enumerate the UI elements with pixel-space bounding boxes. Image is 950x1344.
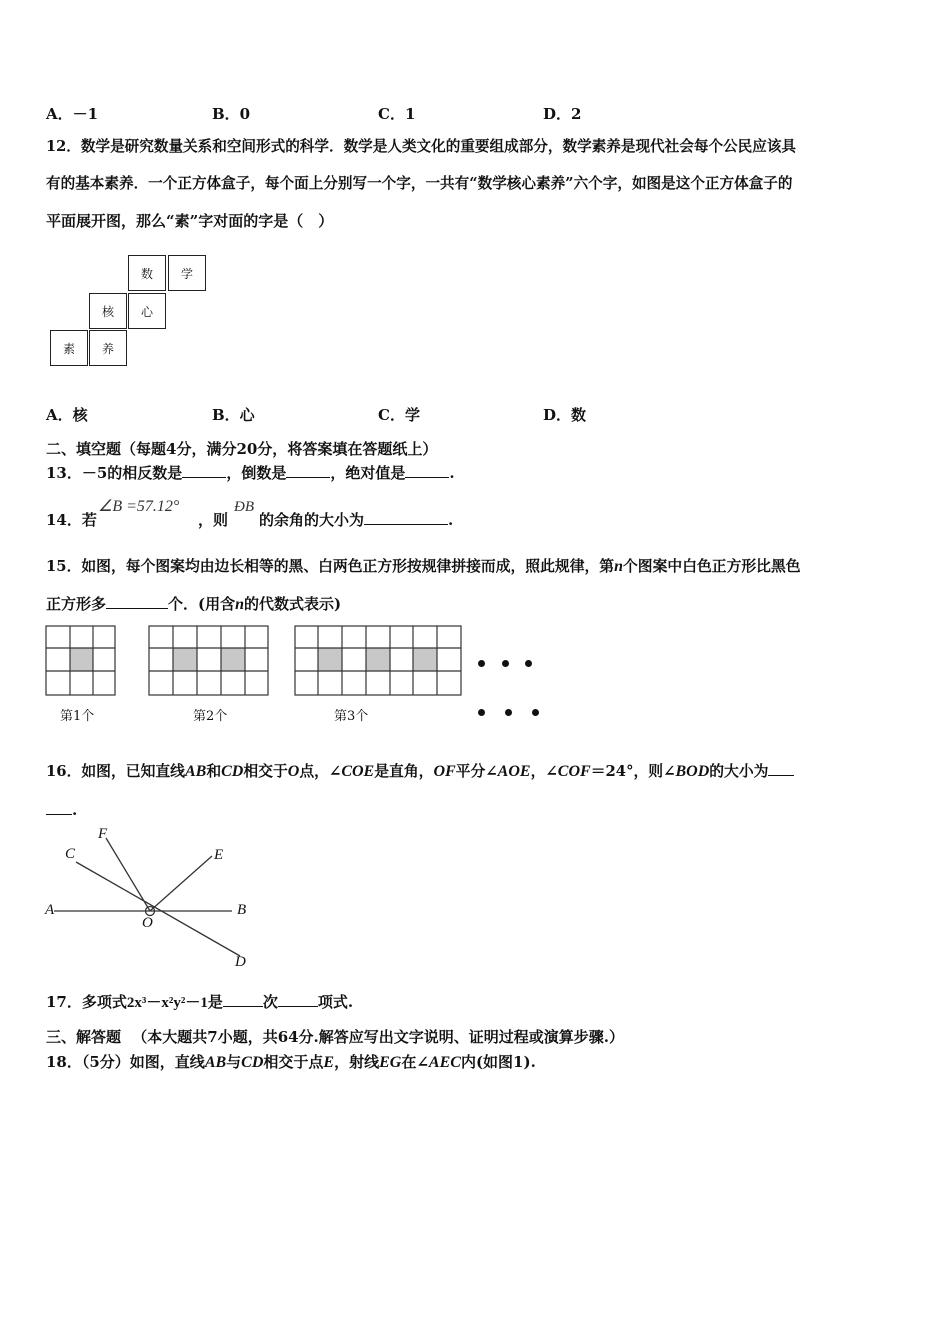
q18-e: E	[323, 1054, 335, 1071]
q16-t8: ＝24°，则∠	[590, 763, 676, 780]
q12-line2: 有的基本素养．一个正方体盒子，每个面上分别写一个字，一共有“数学核心素养”六个字，如图是这个正方体盒子的	[46, 175, 793, 192]
pattern-caption-2: 第2个	[193, 709, 228, 724]
q11-option-b: B．0	[212, 105, 251, 123]
q15-var-n: n	[614, 558, 623, 575]
q14-rest	[259, 510, 453, 530]
q16-cd: CD	[221, 763, 244, 780]
q17-blank-2	[278, 992, 318, 1007]
pattern-2	[149, 626, 268, 695]
q15-blank	[106, 594, 168, 609]
q18-t5: 在∠	[401, 1053, 429, 1071]
net-cell-yang: 养	[89, 330, 127, 366]
q14-then: ，则	[198, 511, 229, 529]
q16-blank-b	[46, 800, 72, 815]
q15-text-4: 个．(用含	[168, 595, 236, 613]
pattern-1	[46, 626, 115, 695]
q17-text-2: 是	[207, 993, 223, 1011]
pattern-caption-3: 第3个	[334, 709, 369, 724]
q15-text-3: 正方形多	[46, 595, 107, 613]
q18-t4: ，射线	[334, 1053, 380, 1071]
q16-o: O	[287, 763, 300, 780]
q18-aec: AEC	[428, 1054, 461, 1071]
q18-t2: 与	[226, 1053, 242, 1071]
q12-option-d: D．数	[543, 406, 587, 424]
net-cell-he: 核	[89, 293, 127, 329]
q13-blank-3	[405, 463, 449, 478]
net-cell-xin: 心	[128, 293, 166, 329]
ellipsis-dot	[525, 660, 532, 667]
section3-note: （本大题共7小题，共64分.解答应写出文字说明、证明过程或演算步骤.）	[132, 1028, 625, 1046]
q16-t1: 16．如图，已知直线	[46, 763, 185, 780]
section2-heading: 二、填空题（每题4分，满分20分，将答案填在答题纸上）	[46, 440, 438, 458]
net-cell-shu: 数	[128, 255, 166, 291]
q12-line3: 平面展开图，那么“素”字对面的字是（ ）	[46, 212, 334, 230]
q13-text-2: ，倒数是	[226, 464, 287, 482]
q17-polynomial: 2x³－x²y²－1	[126, 995, 208, 1011]
q16-t5: 是直角，	[374, 763, 434, 780]
q12-option-c: C．学	[378, 406, 420, 424]
q11-option-a: A．－1	[46, 105, 99, 123]
q15-pattern-figures	[0, 620, 560, 700]
q14-formula-b: ÐB	[234, 499, 254, 515]
q16-bod: BOD	[675, 763, 710, 780]
q17-text-1: 17．多项式	[46, 993, 127, 1011]
q13-text-1: 13．－5的相反数是	[46, 464, 183, 482]
label-f: F	[98, 826, 108, 842]
q16-t10: .	[72, 801, 78, 819]
q11-option-d: D．2	[543, 105, 582, 123]
q17-text-4: 项式.	[317, 993, 354, 1011]
q17	[46, 992, 353, 1013]
line-cd	[76, 862, 240, 956]
q13-blank-1	[182, 463, 226, 478]
q14-text: 的余角的大小为	[259, 511, 365, 529]
q16-t6: 平分∠	[455, 763, 498, 780]
q13-blank-2	[286, 463, 330, 478]
q16-blank-a	[768, 761, 794, 776]
q18-t1: 18．（5分）如图，直线	[46, 1053, 205, 1071]
q16-t4: 点，∠	[299, 763, 342, 780]
ellipsis-dot	[532, 709, 539, 716]
q18-eg: EG	[379, 1054, 402, 1071]
q15-text-1: 15．如图，每个图案均由边长相等的黑、白两色正方形按规律拼接而成，照此规律，第	[46, 558, 615, 575]
section3-heading	[46, 1027, 624, 1047]
q12-option-a: A．核	[46, 406, 88, 424]
q16-line2	[46, 800, 77, 820]
ellipsis-dot	[502, 660, 509, 667]
q13-text-3: ，绝对值是	[330, 464, 406, 482]
q18	[46, 1052, 536, 1073]
q16-t3: 相交于	[243, 763, 288, 780]
q17-blank-1	[223, 992, 263, 1007]
q15-text-5: 的代数式表示)	[244, 595, 342, 613]
q16-aoe: AOE	[497, 763, 531, 780]
q18-t3: 相交于点	[263, 1053, 324, 1071]
ray-of	[106, 838, 150, 911]
ellipsis-dot	[505, 709, 512, 716]
q16-t9: 的大小为	[709, 763, 769, 780]
section3-title: 三、解答题	[46, 1028, 122, 1046]
net-cell-su: 素	[50, 330, 88, 366]
q18-t6: 内(如图1).	[460, 1053, 536, 1071]
q15-text-2: 个图案中白色正方形比黑色	[623, 558, 801, 575]
label-b: B	[237, 902, 247, 918]
q16-ab: AB	[184, 763, 207, 780]
q15-line1	[46, 557, 801, 577]
label-d: D	[235, 954, 246, 970]
q13-text-4: .	[449, 464, 455, 482]
pattern-caption-1: 第1个	[60, 709, 95, 724]
net-cell-xue: 学	[168, 255, 206, 291]
q16-t7: ，∠	[530, 763, 558, 780]
label-e: E	[214, 847, 224, 863]
ellipsis-dot	[478, 709, 485, 716]
q12-option-b: B．心	[212, 406, 255, 424]
q16-coe: COE	[341, 763, 375, 780]
q18-ab: AB	[204, 1054, 227, 1071]
q12-line1: 12．数学是研究数量关系和空间形式的科学．数学是人类文化的重要组成部分，数学素养是现代社会每个公民应该具	[46, 138, 797, 155]
q15-line2	[46, 594, 341, 615]
label-a: A	[45, 902, 55, 918]
q14-prefix: 14．若	[46, 511, 97, 529]
q18-cd: CD	[241, 1054, 264, 1071]
q16-t2: 和	[206, 763, 222, 780]
ray-oe	[150, 856, 212, 911]
ellipsis-dot	[478, 660, 485, 667]
q14-blank	[364, 510, 448, 525]
q16-of: OF	[433, 763, 456, 780]
q15-var-n2: n	[235, 596, 245, 613]
q14-formula-angle: ∠B =57.12°	[98, 498, 180, 515]
pattern-3	[295, 626, 461, 695]
q16-line1	[46, 761, 794, 782]
q17-text-3: 次	[262, 993, 278, 1011]
q11-option-c: C．1	[378, 105, 416, 123]
q14-period: .	[448, 511, 454, 529]
q16-cof: COF	[557, 763, 591, 780]
label-o: O	[142, 915, 153, 931]
q13	[46, 463, 455, 483]
label-c: C	[65, 846, 76, 862]
